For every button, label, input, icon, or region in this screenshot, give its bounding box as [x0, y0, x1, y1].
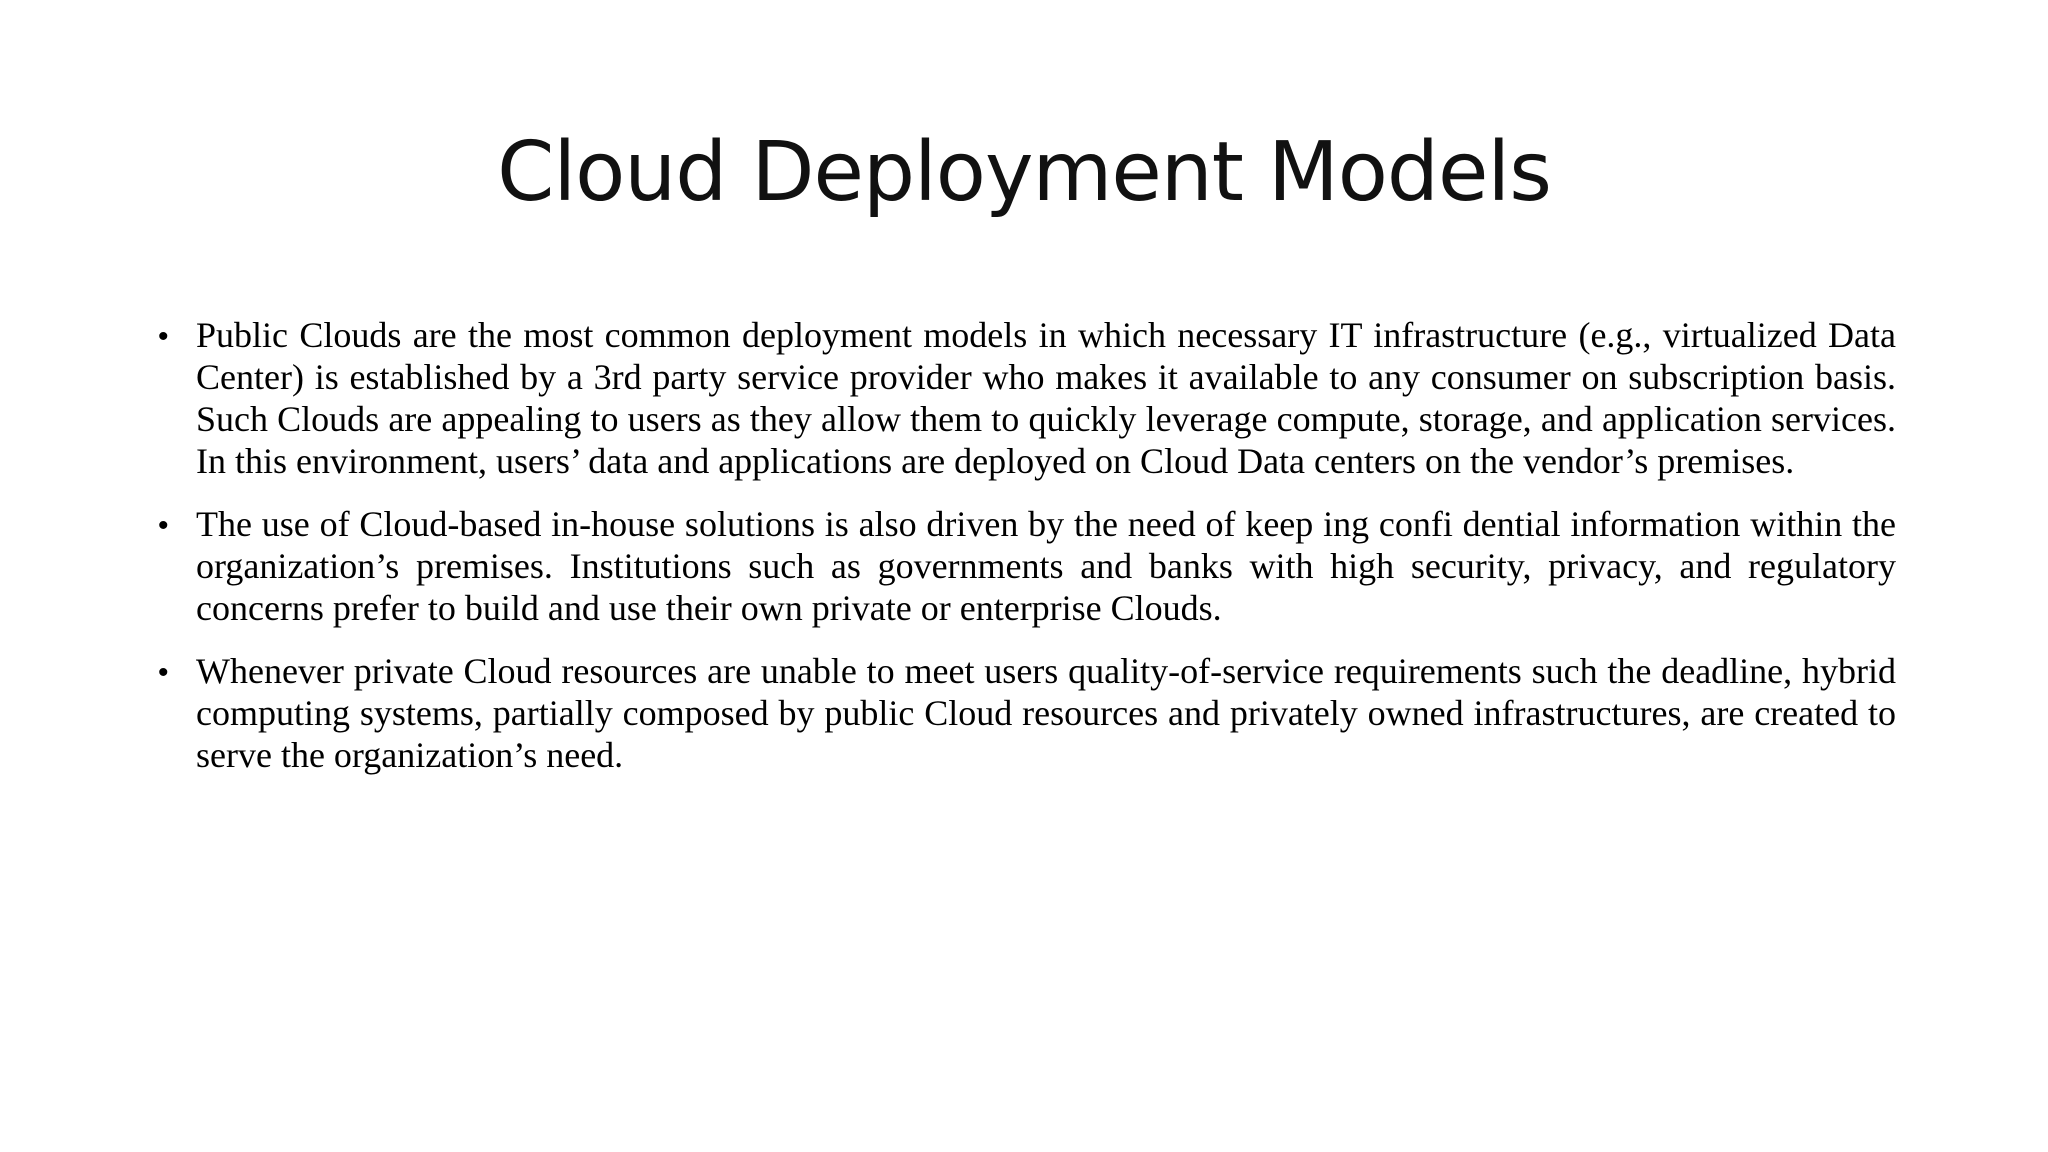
bullet-item-hybrid-computing [152, 650, 1896, 776]
bullet-text: The use of Cloud-based in-house solutions is also driven by the need of keep ing confi dential information within the organization’s premises. Institutions such as governments and banks with high security, privacy, and regulatory concerns prefer to build and use their own private or enterprise Clouds. [196, 504, 1896, 628]
bullet-text: Whenever private Cloud resources are unable to meet users quality-of-service requirements such the deadline, hybrid computing systems, partially composed by public Cloud resources and privately owned infrastructures, are created to serve the organization’s need. [196, 651, 1896, 775]
bullet-text: Public Clouds are the most common deployment models in which necessary IT infrastructure (e.g., virtualized Data Center) is established by a 3rd party service provider who makes it available to any consumer on subscription basis. Such Clouds are appealing to users as they allow them to quickly leverage compute, storage, and application services. In this environment, users’ data and applications are deployed on Cloud Data centers on the vendor’s premises. [196, 315, 1896, 481]
bullet-item-public-clouds [152, 314, 1896, 482]
bullet-item-in-house-solutions [152, 503, 1896, 629]
bullet-dot-icon: • [158, 656, 169, 689]
bullet-dot-icon: • [158, 320, 169, 353]
bullet-list [152, 314, 1896, 797]
bullet-dot-icon: • [158, 509, 169, 542]
slide-title: Cloud Deployment Models [497, 125, 1551, 220]
